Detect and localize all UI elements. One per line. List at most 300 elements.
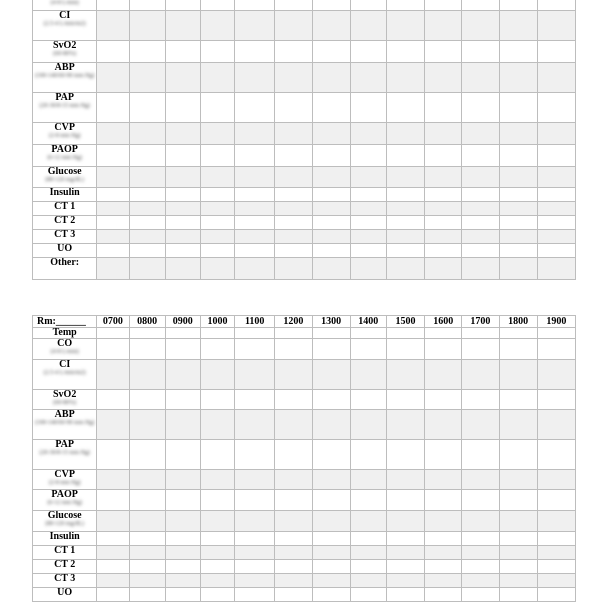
entry-cell[interactable] [312,145,350,167]
entry-cell[interactable] [200,0,234,11]
entry-cell[interactable] [499,244,537,258]
entry-cell[interactable] [235,546,275,560]
entry-cell[interactable] [312,230,350,244]
entry-cell[interactable] [200,63,234,93]
entry-cell[interactable] [386,167,424,188]
entry-cell[interactable] [499,588,537,602]
entry-cell[interactable] [235,440,275,470]
entry-cell[interactable] [386,440,424,470]
entry-cell[interactable] [386,328,424,339]
entry-cell[interactable] [235,244,275,258]
entry-cell[interactable] [129,490,165,511]
entry-cell[interactable] [386,188,424,202]
entry-cell[interactable] [312,410,350,440]
entry-cell[interactable] [462,202,499,216]
entry-cell[interactable] [425,41,462,63]
entry-cell[interactable] [129,410,165,440]
entry-cell[interactable] [97,258,129,280]
entry-cell[interactable] [275,230,312,244]
entry-cell[interactable] [537,532,575,546]
entry-cell[interactable] [312,244,350,258]
entry-cell[interactable] [537,0,575,11]
entry-cell[interactable] [462,216,499,230]
entry-cell[interactable] [235,0,275,11]
entry-cell[interactable] [386,244,424,258]
entry-cell[interactable] [165,167,200,188]
entry-cell[interactable] [200,339,234,360]
entry-cell[interactable] [97,490,129,511]
entry-cell[interactable] [275,574,312,588]
entry-cell[interactable] [235,230,275,244]
entry-cell[interactable] [312,167,350,188]
entry-cell[interactable] [97,574,129,588]
entry-cell[interactable] [312,123,350,145]
entry-cell[interactable] [200,328,234,339]
entry-cell[interactable] [462,360,499,390]
entry-cell[interactable] [165,410,200,440]
entry-cell[interactable] [235,588,275,602]
entry-cell[interactable] [200,41,234,63]
entry-cell[interactable] [350,440,386,470]
entry-cell[interactable] [386,470,424,490]
entry-cell[interactable] [275,216,312,230]
entry-cell[interactable] [97,440,129,470]
entry-cell[interactable] [386,93,424,123]
entry-cell[interactable] [537,546,575,560]
entry-cell[interactable] [537,63,575,93]
entry-cell[interactable] [200,216,234,230]
entry-cell[interactable] [165,588,200,602]
entry-cell[interactable] [425,188,462,202]
entry-cell[interactable] [312,574,350,588]
entry-cell[interactable] [425,216,462,230]
entry-cell[interactable] [129,244,165,258]
entry-cell[interactable] [235,258,275,280]
entry-cell[interactable] [386,63,424,93]
entry-cell[interactable] [235,93,275,123]
entry-cell[interactable] [275,390,312,410]
entry-cell[interactable] [386,511,424,532]
entry-cell[interactable] [275,490,312,511]
entry-cell[interactable] [312,216,350,230]
entry-cell[interactable] [462,188,499,202]
entry-cell[interactable] [350,258,386,280]
entry-cell[interactable] [97,188,129,202]
entry-cell[interactable] [165,546,200,560]
entry-cell[interactable] [165,123,200,145]
entry-cell[interactable] [537,41,575,63]
entry-cell[interactable] [462,41,499,63]
entry-cell[interactable] [312,328,350,339]
entry-cell[interactable] [350,410,386,440]
entry-cell[interactable] [425,202,462,216]
entry-cell[interactable] [97,41,129,63]
entry-cell[interactable] [499,574,537,588]
entry-cell[interactable] [165,41,200,63]
entry-cell[interactable] [165,145,200,167]
entry-cell[interactable] [235,560,275,574]
entry-cell[interactable] [129,470,165,490]
entry-cell[interactable] [275,588,312,602]
entry-cell[interactable] [275,532,312,546]
entry-cell[interactable] [200,202,234,216]
entry-cell[interactable] [165,230,200,244]
entry-cell[interactable] [275,41,312,63]
entry-cell[interactable] [537,258,575,280]
entry-cell[interactable] [129,230,165,244]
entry-cell[interactable] [537,511,575,532]
entry-cell[interactable] [235,490,275,511]
entry-cell[interactable] [275,93,312,123]
entry-cell[interactable] [499,532,537,546]
entry-cell[interactable] [462,532,499,546]
entry-cell[interactable] [165,560,200,574]
entry-cell[interactable] [386,546,424,560]
entry-cell[interactable] [537,167,575,188]
entry-cell[interactable] [235,511,275,532]
entry-cell[interactable] [165,470,200,490]
entry-cell[interactable] [499,41,537,63]
entry-cell[interactable] [235,202,275,216]
entry-cell[interactable] [165,574,200,588]
entry-cell[interactable] [235,410,275,440]
entry-cell[interactable] [499,63,537,93]
entry-cell[interactable] [275,63,312,93]
entry-cell[interactable] [462,440,499,470]
entry-cell[interactable] [165,490,200,511]
entry-cell[interactable] [165,511,200,532]
entry-cell[interactable] [275,360,312,390]
entry-cell[interactable] [129,546,165,560]
entry-cell[interactable] [200,244,234,258]
entry-cell[interactable] [499,145,537,167]
entry-cell[interactable] [537,470,575,490]
entry-cell[interactable] [129,574,165,588]
entry-cell[interactable] [425,230,462,244]
entry-cell[interactable] [462,546,499,560]
entry-cell[interactable] [425,511,462,532]
entry-cell[interactable] [350,63,386,93]
entry-cell[interactable] [537,410,575,440]
entry-cell[interactable] [350,339,386,360]
entry-cell[interactable] [97,0,129,11]
entry-cell[interactable] [499,511,537,532]
entry-cell[interactable] [462,574,499,588]
entry-cell[interactable] [200,546,234,560]
entry-cell[interactable] [386,490,424,511]
entry-cell[interactable] [97,202,129,216]
entry-cell[interactable] [235,188,275,202]
entry-cell[interactable] [499,490,537,511]
entry-cell[interactable] [350,390,386,410]
entry-cell[interactable] [235,339,275,360]
entry-cell[interactable] [462,339,499,360]
entry-cell[interactable] [425,258,462,280]
entry-cell[interactable] [97,244,129,258]
entry-cell[interactable] [462,244,499,258]
entry-cell[interactable] [200,230,234,244]
entry-cell[interactable] [499,546,537,560]
entry-cell[interactable] [350,511,386,532]
entry-cell[interactable] [312,41,350,63]
entry-cell[interactable] [312,93,350,123]
entry-cell[interactable] [425,167,462,188]
entry-cell[interactable] [537,360,575,390]
entry-cell[interactable] [275,511,312,532]
entry-cell[interactable] [165,93,200,123]
entry-cell[interactable] [537,11,575,41]
entry-cell[interactable] [235,216,275,230]
entry-cell[interactable] [350,216,386,230]
entry-cell[interactable] [350,560,386,574]
entry-cell[interactable] [235,167,275,188]
entry-cell[interactable] [312,390,350,410]
entry-cell[interactable] [499,470,537,490]
entry-cell[interactable] [275,410,312,440]
entry-cell[interactable] [386,41,424,63]
entry-cell[interactable] [537,202,575,216]
entry-cell[interactable] [200,532,234,546]
entry-cell[interactable] [425,328,462,339]
entry-cell[interactable] [165,328,200,339]
entry-cell[interactable] [537,328,575,339]
entry-cell[interactable] [350,574,386,588]
entry-cell[interactable] [235,470,275,490]
entry-cell[interactable] [425,244,462,258]
entry-cell[interactable] [499,216,537,230]
entry-cell[interactable] [386,0,424,11]
entry-cell[interactable] [462,470,499,490]
entry-cell[interactable] [97,560,129,574]
entry-cell[interactable] [129,145,165,167]
entry-cell[interactable] [462,328,499,339]
entry-cell[interactable] [165,360,200,390]
entry-cell[interactable] [425,11,462,41]
entry-cell[interactable] [537,490,575,511]
entry-cell[interactable] [312,546,350,560]
entry-cell[interactable] [499,328,537,339]
entry-cell[interactable] [425,63,462,93]
entry-cell[interactable] [97,532,129,546]
entry-cell[interactable] [129,588,165,602]
entry-cell[interactable] [350,360,386,390]
entry-cell[interactable] [235,63,275,93]
entry-cell[interactable] [165,244,200,258]
entry-cell[interactable] [499,93,537,123]
entry-cell[interactable] [129,41,165,63]
entry-cell[interactable] [275,328,312,339]
entry-cell[interactable] [425,490,462,511]
entry-cell[interactable] [235,145,275,167]
entry-cell[interactable] [97,11,129,41]
entry-cell[interactable] [312,470,350,490]
entry-cell[interactable] [350,188,386,202]
entry-cell[interactable] [97,167,129,188]
entry-cell[interactable] [165,188,200,202]
entry-cell[interactable] [200,11,234,41]
entry-cell[interactable] [165,258,200,280]
entry-cell[interactable] [350,11,386,41]
entry-cell[interactable] [386,123,424,145]
entry-cell[interactable] [499,188,537,202]
entry-cell[interactable] [275,0,312,11]
entry-cell[interactable] [275,145,312,167]
entry-cell[interactable] [350,167,386,188]
entry-cell[interactable] [275,188,312,202]
entry-cell[interactable] [537,216,575,230]
entry-cell[interactable] [275,560,312,574]
entry-cell[interactable] [425,588,462,602]
entry-cell[interactable] [129,0,165,11]
entry-cell[interactable] [425,546,462,560]
entry-cell[interactable] [200,123,234,145]
entry-cell[interactable] [537,244,575,258]
entry-cell[interactable] [275,470,312,490]
entry-cell[interactable] [386,202,424,216]
entry-cell[interactable] [462,490,499,511]
entry-cell[interactable] [350,328,386,339]
entry-cell[interactable] [425,574,462,588]
entry-cell[interactable] [537,145,575,167]
entry-cell[interactable] [97,123,129,145]
entry-cell[interactable] [275,11,312,41]
entry-cell[interactable] [462,145,499,167]
entry-cell[interactable] [425,123,462,145]
entry-cell[interactable] [499,11,537,41]
entry-cell[interactable] [235,390,275,410]
entry-cell[interactable] [129,188,165,202]
entry-cell[interactable] [275,339,312,360]
entry-cell[interactable] [97,410,129,440]
entry-cell[interactable] [312,511,350,532]
entry-cell[interactable] [165,216,200,230]
entry-cell[interactable] [386,588,424,602]
entry-cell[interactable] [165,11,200,41]
entry-cell[interactable] [129,11,165,41]
entry-cell[interactable] [97,328,129,339]
entry-cell[interactable] [537,574,575,588]
entry-cell[interactable] [97,470,129,490]
entry-cell[interactable] [200,145,234,167]
entry-cell[interactable] [350,546,386,560]
entry-cell[interactable] [312,258,350,280]
entry-cell[interactable] [235,123,275,145]
entry-cell[interactable] [350,470,386,490]
entry-cell[interactable] [425,0,462,11]
entry-cell[interactable] [499,123,537,145]
entry-cell[interactable] [97,511,129,532]
entry-cell[interactable] [200,588,234,602]
entry-cell[interactable] [462,167,499,188]
entry-cell[interactable] [129,360,165,390]
entry-cell[interactable] [312,560,350,574]
entry-cell[interactable] [129,560,165,574]
entry-cell[interactable] [499,258,537,280]
entry-cell[interactable] [235,532,275,546]
entry-cell[interactable] [129,511,165,532]
entry-cell[interactable] [200,188,234,202]
entry-cell[interactable] [312,63,350,93]
entry-cell[interactable] [537,230,575,244]
entry-cell[interactable] [275,258,312,280]
entry-cell[interactable] [499,230,537,244]
entry-cell[interactable] [537,339,575,360]
entry-cell[interactable] [350,41,386,63]
entry-cell[interactable] [97,546,129,560]
entry-cell[interactable] [425,360,462,390]
entry-cell[interactable] [462,511,499,532]
entry-cell[interactable] [312,588,350,602]
entry-cell[interactable] [200,258,234,280]
entry-cell[interactable] [235,11,275,41]
entry-cell[interactable] [97,230,129,244]
entry-cell[interactable] [350,244,386,258]
entry-cell[interactable] [200,440,234,470]
entry-cell[interactable] [462,410,499,440]
entry-cell[interactable] [97,63,129,93]
entry-cell[interactable] [200,574,234,588]
entry-cell[interactable] [97,339,129,360]
entry-cell[interactable] [386,560,424,574]
entry-cell[interactable] [425,560,462,574]
entry-cell[interactable] [499,339,537,360]
entry-cell[interactable] [499,167,537,188]
entry-cell[interactable] [312,202,350,216]
entry-cell[interactable] [200,470,234,490]
entry-cell[interactable] [537,123,575,145]
entry-cell[interactable] [200,511,234,532]
entry-cell[interactable] [386,339,424,360]
entry-cell[interactable] [386,360,424,390]
entry-cell[interactable] [386,532,424,546]
entry-cell[interactable] [537,560,575,574]
entry-cell[interactable] [350,145,386,167]
entry-cell[interactable] [200,560,234,574]
entry-cell[interactable] [350,588,386,602]
entry-cell[interactable] [386,258,424,280]
entry-cell[interactable] [312,490,350,511]
entry-cell[interactable] [97,93,129,123]
entry-cell[interactable] [386,11,424,41]
entry-cell[interactable] [312,11,350,41]
entry-cell[interactable] [200,167,234,188]
entry-cell[interactable] [386,145,424,167]
entry-cell[interactable] [499,0,537,11]
entry-cell[interactable] [165,202,200,216]
entry-cell[interactable] [275,244,312,258]
entry-cell[interactable] [200,410,234,440]
entry-cell[interactable] [97,145,129,167]
entry-cell[interactable] [386,574,424,588]
entry-cell[interactable] [350,93,386,123]
entry-cell[interactable] [537,440,575,470]
entry-cell[interactable] [235,360,275,390]
entry-cell[interactable] [462,588,499,602]
entry-cell[interactable] [165,390,200,410]
entry-cell[interactable] [386,216,424,230]
entry-cell[interactable] [275,202,312,216]
entry-cell[interactable] [462,560,499,574]
entry-cell[interactable] [200,390,234,410]
entry-cell[interactable] [537,588,575,602]
entry-cell[interactable] [312,339,350,360]
entry-cell[interactable] [425,532,462,546]
entry-cell[interactable] [275,167,312,188]
entry-cell[interactable] [165,339,200,360]
entry-cell[interactable] [462,93,499,123]
entry-cell[interactable] [425,410,462,440]
entry-cell[interactable] [97,588,129,602]
